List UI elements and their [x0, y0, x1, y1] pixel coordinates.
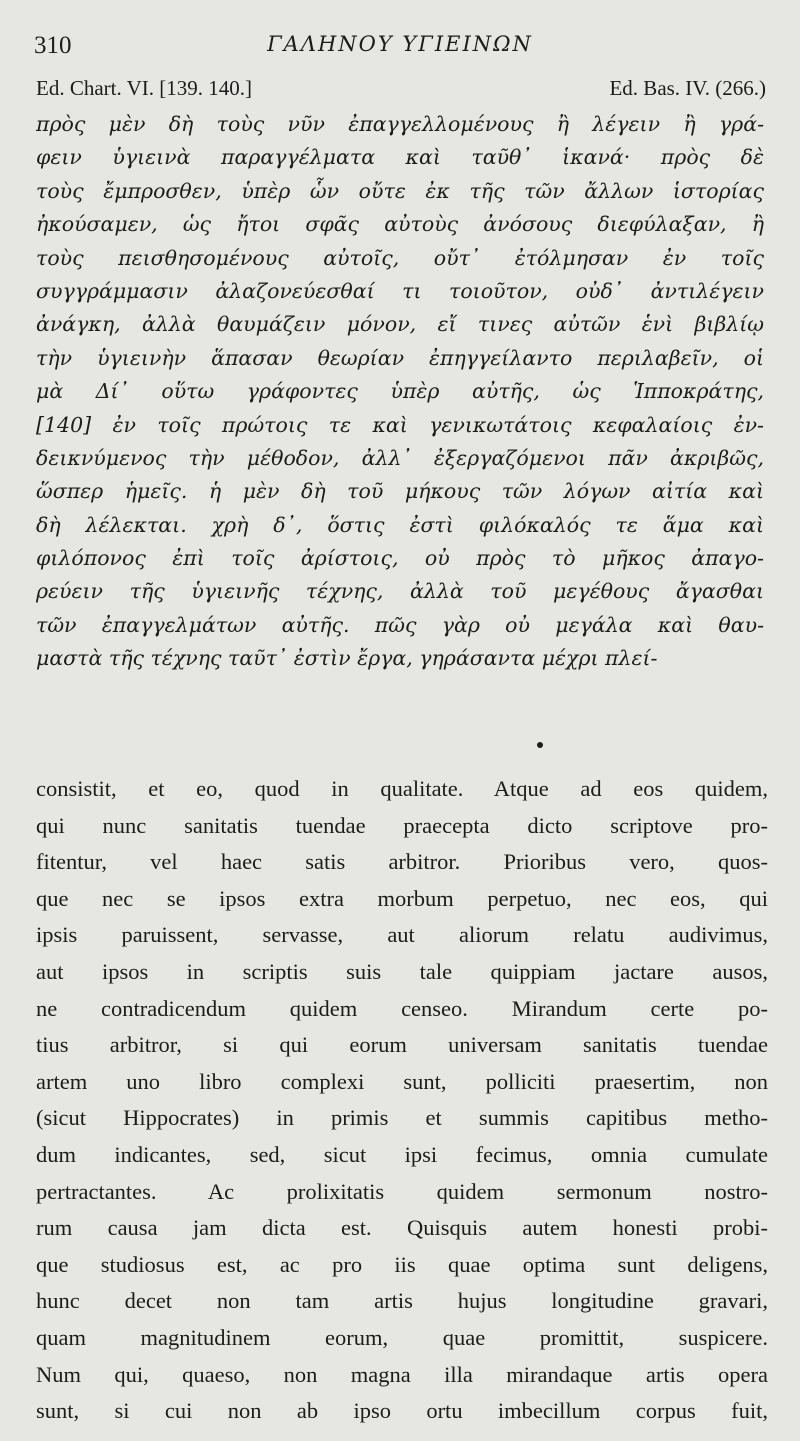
greek-line: ὥσπερ ἡμεῖς. ἡ μὲν δὴ τοῦ μήκους τῶν λόγων αἰτία καὶ	[36, 479, 764, 504]
edition-chartier-reference: Ed. Chart. VI. [139. 140.]	[36, 76, 252, 100]
greek-line: ἠκούσαμεν, ὡς ἤτοι σφᾶς αὐτοὺς ἀνόσους διεφύλαξαν, ἢ	[36, 212, 764, 237]
latin-line: aut ipsos in scriptis suis tale quippiam jactare ausos,	[36, 958, 768, 984]
latin-line: que studiosus est, ac pro iis quae optima sunt deligens,	[36, 1251, 768, 1277]
latin-line: dum indicantes, sed, sicut ipsi fecimus, omnia cumulate	[36, 1141, 768, 1167]
latin-line: qui nunc sanitatis tuendae praecepta dicto scriptove pro-	[36, 812, 768, 838]
greek-text-block	[36, 108, 764, 676]
page-number: 310	[34, 32, 72, 59]
greek-line: μαστὰ τῆς τέχνης ταῦτ᾽ ἐστὶν ἔργα, γηράσαντα μέχρι πλεί-	[36, 646, 658, 671]
greek-line: φειν ὑγιεινὰ παραγγέλματα καὶ ταῦθ᾽ ἱκανά· πρὸς δὲ	[36, 145, 764, 170]
latin-line: Num qui, quaeso, non magna illa mirandaque artis opera	[36, 1361, 768, 1387]
latin-line: consistit, et eo, quod in qualitate. Atque ad eos quidem,	[36, 776, 768, 801]
latin-line: sunt, si cui non ab ipso ortu imbecillum corpus fuit,	[36, 1398, 768, 1424]
latin-line: ipsis paruissent, servasse, aut aliorum relatu audivimus,	[36, 922, 768, 948]
latin-line: artem uno libro complexi sunt, polliciti praesertim, non	[36, 1068, 768, 1094]
latin-line: hunc decet non tam artis hujus longitudine gravari,	[36, 1288, 768, 1314]
latin-line: fitentur, vel haec satis arbitror. Prioribus vero, quos-	[36, 849, 768, 875]
latin-line: rum causa jam dicta est. Quisquis autem honesti probi-	[36, 1215, 768, 1241]
greek-line: πρὸς μὲν δὴ τοὺς νῦν ἐπαγγελλομένους ἢ λέγειν ἢ γρά-	[36, 112, 764, 136]
greek-line: φιλόπονος ἐπὶ τοῖς ἀρίστοις, οὐ πρὸς τὸ μῆκος ἀπαγο-	[36, 546, 764, 571]
running-title: ΓΑΛΗΝΟΥ ΥΓΙΕΙΝΩΝ	[267, 32, 533, 56]
section-dot	[537, 742, 543, 748]
latin-line: tius arbitror, si qui eorum universam sanitatis tuendae	[36, 1032, 768, 1058]
greek-line: δὴ λέλεκται. χρὴ δ᾽, ὅστις ἐστὶ φιλόκαλός τε ἅμα καὶ	[36, 512, 764, 537]
greek-line: μὰ Δί᾽ οὕτω γράφοντες ὑπὲρ αὐτῆς, ὡς Ἱπποκράτης,	[36, 379, 764, 404]
greek-line: τὴν ὑγιεινὴν ἅπασαν θεωρίαν ἐπηγγείλαντο περιλαβεῖν, οἱ	[36, 345, 764, 370]
greek-line: τοὺς πεισθησομένους αὐτοῖς, οὔτ᾽ ἐτόλμησαν ἐν τοῖς	[36, 245, 764, 270]
greek-line: [140] ἐν τοῖς πρώτοις τε καὶ γενικωτάτοις κεφαλαίοις ἐν-	[36, 412, 764, 437]
running-head	[34, 30, 766, 62]
latin-line: (sicut Hippocrates) in primis et summis capitibus metho-	[36, 1105, 768, 1131]
greek-line: ρεύειν τῆς ὑγιεινῆς τέχνης, ἀλλὰ τοῦ μεγέθους ἄγασθαι	[36, 579, 764, 604]
greek-line: τοὺς ἔμπροσθεν, ὑπὲρ ὧν οὔτε ἐκ τῆς τῶν ἄλλων ἱστορίας	[36, 178, 764, 203]
greek-line: ἀνάγκη, ἀλλὰ θαυμάζειν μόνον, εἴ τινες αὐτῶν ἑνὶ βιβλίῳ	[36, 312, 764, 337]
greek-line: δεικνύμενος τὴν μέθοδον, ἀλλ᾽ ἐξεργαζόμενοι πᾶν ἀκριβῶς,	[36, 445, 764, 470]
latin-text-block	[36, 771, 768, 1430]
latin-line: quam magnitudinem eorum, quae promittit, suspicere.	[36, 1324, 768, 1350]
latin-line: que nec se ipsos extra morbum perpetuo, nec eos, qui	[36, 885, 768, 911]
edition-basel-reference: Ed. Bas. IV. (266.)	[609, 76, 766, 100]
greek-line: συγγράμμασιν ἀλαζονεύεσθαί τι τοιοῦτον, οὐδ᾽ ἀντιλέγειν	[36, 278, 764, 303]
edition-reference-line	[36, 76, 766, 104]
greek-line: τῶν ἐπαγγελμάτων αὐτῆς. πῶς γὰρ οὐ μεγάλα καὶ θαυ-	[36, 612, 764, 637]
latin-line: ne contradicendum quidem censeo. Mirandum certe po-	[36, 995, 768, 1021]
latin-line: pertractantes. Ac prolixitatis quidem sermonum nostro-	[36, 1178, 768, 1204]
